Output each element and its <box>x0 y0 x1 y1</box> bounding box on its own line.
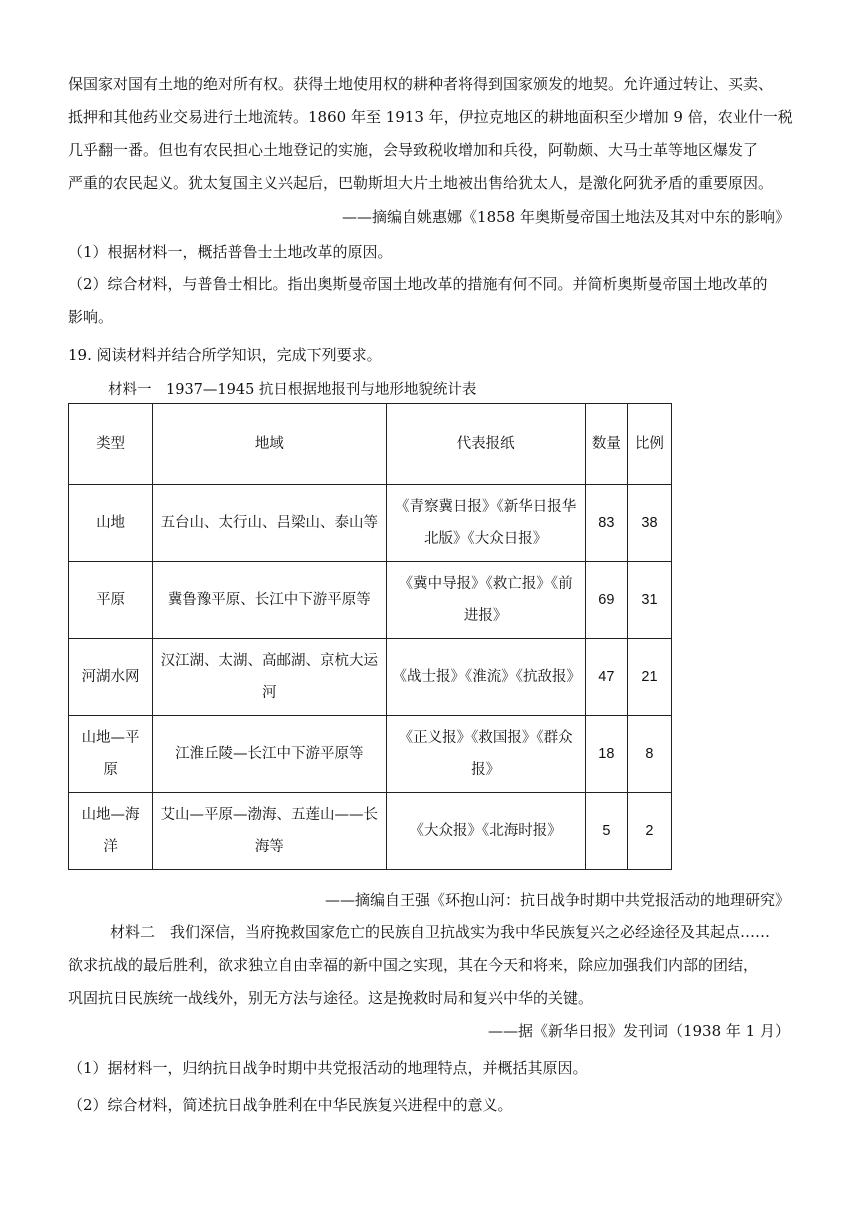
cell-count: 83 <box>585 485 627 562</box>
cell-region: 五台山、太行山、吕梁山、泰山等 <box>153 485 386 562</box>
paragraph-line: 巩固抗日民族统一战线外，别无方法与途径。这是挽救时局和复兴中华的关键。 <box>68 989 594 1007</box>
cell-count: 5 <box>585 793 627 870</box>
cell-ratio: 2 <box>627 793 671 870</box>
question-18-1: （1）根据材料一，概括普鲁士土地改革的原因。 <box>68 243 393 261</box>
cell-papers: 《正义报》《救国报》《群众报》 <box>386 716 585 793</box>
cell-count: 47 <box>585 639 627 716</box>
question-18-2 <box>68 268 790 334</box>
cell-papers: 《大众报》《北海时报》 <box>386 793 585 870</box>
header-papers: 代表报纸 <box>386 404 585 485</box>
cell-papers: 《战士报》《淮流》《抗敌报》 <box>386 639 585 716</box>
header-count: 数量 <box>585 404 627 485</box>
paragraph-line: 几乎翻一番。但也有农民担心土地登记的实施，会导致税收增加和兵役，阿勒颇、大马士革等地区爆发了 <box>68 141 759 159</box>
cell-region: 冀鲁豫平原、长江中下游平原等 <box>153 562 386 639</box>
cell-type: 山地—海洋 <box>69 793 153 870</box>
material-two-paragraph <box>68 916 790 1015</box>
cell-ratio: 31 <box>627 562 671 639</box>
cell-count: 69 <box>585 562 627 639</box>
question-19-2: （2）综合材料，简述抗日战争胜利在中华民族复兴进程中的意义。 <box>68 1096 513 1114</box>
paragraph-line: 欲求抗战的最后胜利，欲求独立自由幸福的新中国之实现，其在今天和将来，除应加强我们内部的团结， <box>68 956 759 974</box>
cell-ratio: 21 <box>627 639 671 716</box>
cell-ratio: 38 <box>627 485 671 562</box>
material-two-source: ——据《新华日报》发刊词（1938 年 1 月） <box>487 1022 790 1040</box>
paragraph-line: 严重的农民起义。犹太复国主义兴起后，巴勒斯坦大片土地被出售给犹太人，是激化阿犹矛盾的重要原因。 <box>68 174 774 192</box>
question-line: 影响。 <box>68 308 114 326</box>
cell-papers: 《青察冀日报》《新华日报华北版》《大众日报》 <box>386 485 585 562</box>
cell-region: 江淮丘陵—长江中下游平原等 <box>153 716 386 793</box>
cell-type: 山地—平原 <box>69 716 153 793</box>
cell-type: 平原 <box>69 562 153 639</box>
question-19-title: 19. 阅读材料并结合所学知识，完成下列要求。 <box>68 346 382 364</box>
table-row <box>69 485 672 562</box>
cell-count: 18 <box>585 716 627 793</box>
table-source: ——摘编自王强《环抱山河：抗日战争时期中共党报活动的地理研究》 <box>324 891 790 909</box>
cell-type: 山地 <box>69 485 153 562</box>
cell-region: 汉江湖、太湖、高邮湖、京杭大运河 <box>153 639 386 716</box>
paragraph-line: 抵押和其他药业交易进行土地流转。1860 年至 1913 年，伊拉克地区的耕地面积至少增加 9 倍，农业什一税 <box>68 108 793 126</box>
header-ratio: 比例 <box>627 404 671 485</box>
table-header-row <box>69 404 672 485</box>
material-paragraph <box>68 68 793 200</box>
statistics-table <box>68 403 672 870</box>
cell-type: 河湖水网 <box>69 639 153 716</box>
material-source: ——摘编自姚惠娜《1858 年奥斯曼帝国土地法及其对中东的影响》 <box>342 208 790 226</box>
question-line: （2）综合材料，与普鲁士相比。指出奥斯曼帝国土地改革的措施有何不同。并简析奥斯曼帝国土地改革的 <box>68 275 768 293</box>
question-19-1: （1）据材料一，归纳抗日战争时期中共党报活动的地理特点，并概括其原因。 <box>68 1059 588 1077</box>
header-region: 地域 <box>153 404 386 485</box>
paragraph-line: 材料二 我们深信，当府挽救国家危亡的民族自卫抗战实为我中华民族复兴之必经途径及其起点…… <box>110 923 771 941</box>
table-row <box>69 639 672 716</box>
table-row <box>69 793 672 870</box>
table-row <box>69 562 672 639</box>
header-type: 类型 <box>69 404 153 485</box>
table-caption: 材料一 1937—1945 抗日根据地报刊与地形地貌统计表 <box>108 382 477 398</box>
cell-papers: 《冀中导报》《救亡报》《前进报》 <box>386 562 585 639</box>
paragraph-line: 保国家对国有土地的绝对所有权。获得土地使用权的耕种者将得到国家颁发的地契。允许通过转让、买卖、 <box>68 75 774 93</box>
cell-ratio: 8 <box>627 716 671 793</box>
cell-region: 艾山—平原—渤海、五莲山——长海等 <box>153 793 386 870</box>
table-row <box>69 716 672 793</box>
